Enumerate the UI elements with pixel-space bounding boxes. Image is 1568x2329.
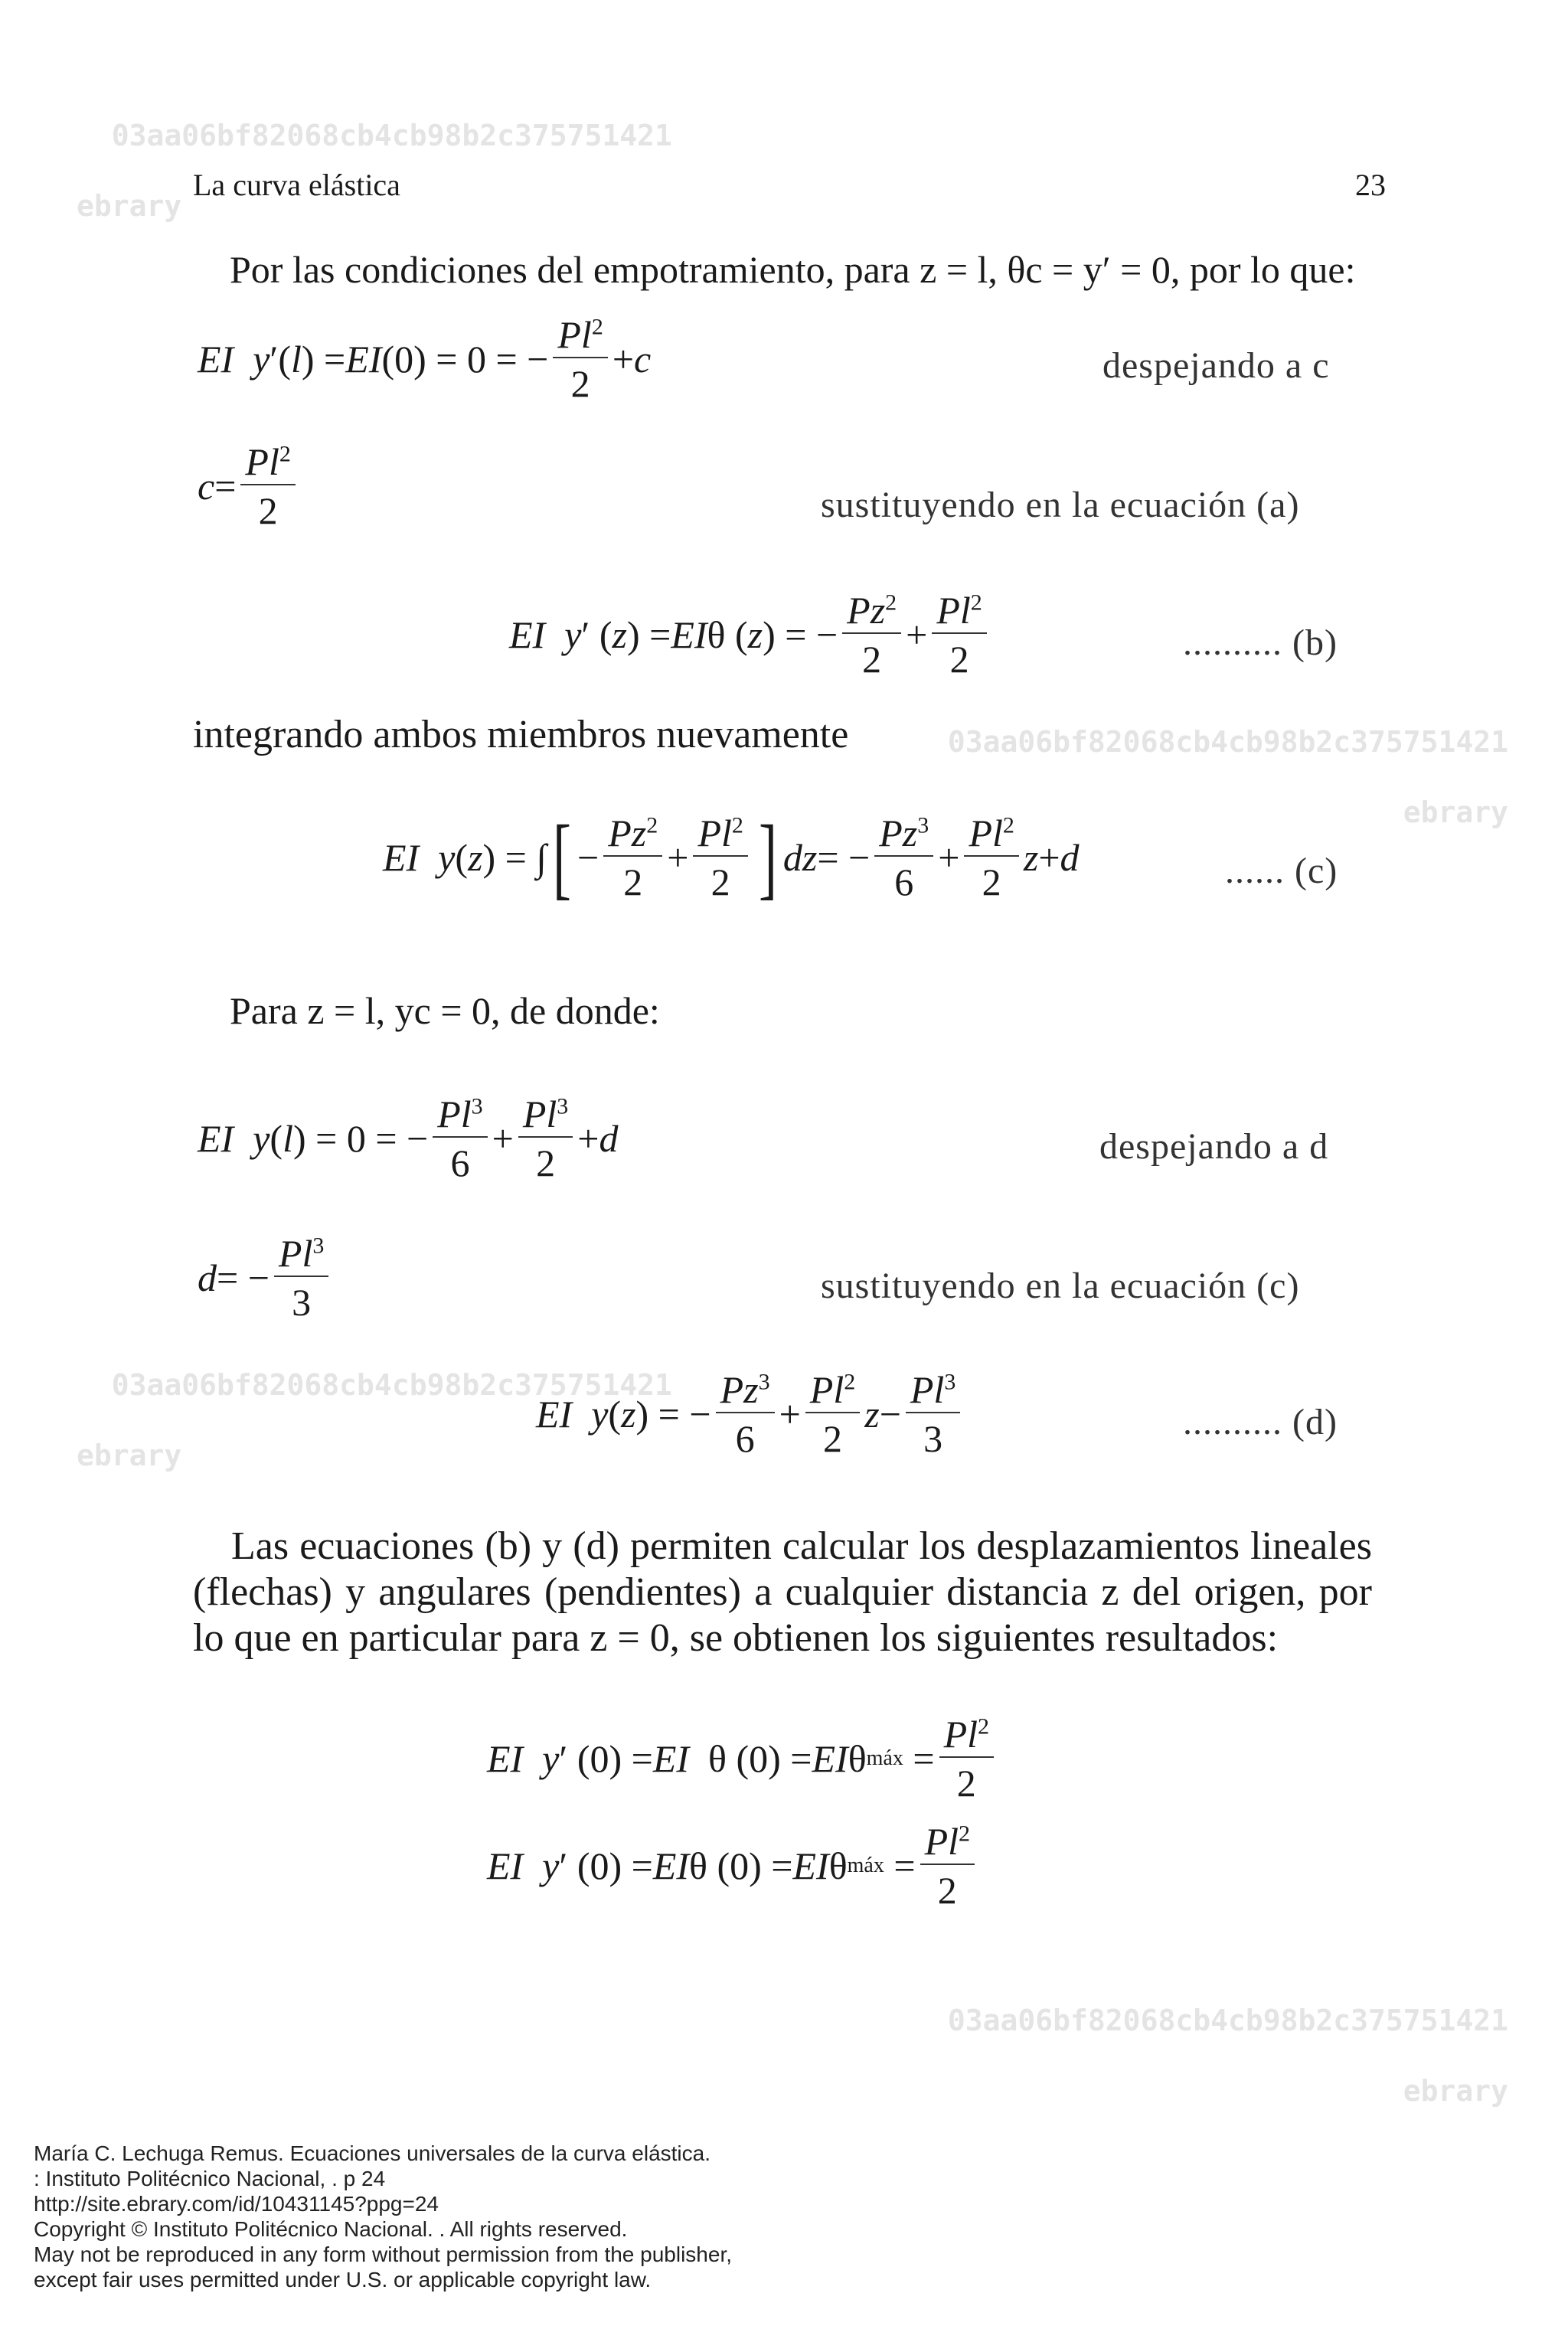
para-line: Para z = l, yc = 0, de donde: [230, 989, 660, 1032]
footer-line-3: http://site.ebrary.com/id/10431145?ppg=24 [34, 2192, 439, 2216]
watermark-bottom-right [835, 1968, 1508, 2144]
label-despejando-d: despejando a d [1099, 1126, 1329, 1167]
watermark-hash: 03aa06bf82068cb4cb98b2c375751421 [111, 119, 672, 152]
equation-deflection-at-l: EI y ( l ) = 0 = − $\frac{Pl^3}{6}$ + $\frac{Pl^3}{2}$ + d [198, 1093, 619, 1184]
footer-line-5: May not be reproduced in any form without permission from the publisher, [34, 2242, 733, 2266]
equation-c-value: c = $\frac{Pl^2}{2}$ [198, 443, 300, 530]
page-number: 23 [1355, 168, 1386, 202]
watermark-hash: 03aa06bf82068cb4cb98b2c375751421 [947, 2004, 1508, 2037]
label-eq-b: .......... (b) [1183, 622, 1338, 663]
footer-line-6: except fair uses permitted under U.S. or applicable copyright law. [34, 2268, 652, 2291]
citation-footer [34, 2141, 952, 2292]
equation-d-value: d = − $\frac{Pl^3}{3}$ [198, 1234, 333, 1321]
intro-line: Por las condiciones del empotramiento, para z = l, θc = y′ = 0, por lo que: [230, 248, 1356, 291]
footer-line-4: Copyright © Instituto Politécnico Nacional. . All rights reserved. [34, 2217, 628, 2241]
label-sustituyendo-a: sustituyendo en la ecuación (a) [821, 485, 1300, 525]
watermark-brand: ebrary [77, 1439, 182, 1472]
watermark-hash: 03aa06bf82068cb4cb98b2c375751421 [947, 725, 1508, 759]
watermark-hash: 03aa06bf82068cb4cb98b2c375751421 [111, 1368, 672, 1402]
result-equation-2: EI y ′ (0) = EI θ (0) = EI θ máx = $\frac{Pl^2}{2}$ [487, 1822, 979, 1909]
watermark-brand: ebrary [77, 189, 182, 223]
equation-slope-at-l: EI y ′( l ) = EI (0) = 0 = − $\frac{Pl^2}{2}$ + c [198, 313, 652, 405]
footer-line-1: María C. Lechuga Remus. Ecuaciones universales de la curva elástica. [34, 2141, 710, 2165]
running-header-title: La curva elástica [193, 168, 400, 202]
watermark-brand: ebrary [1403, 2074, 1508, 2108]
integrating-line: integrando ambos miembros nuevamente [193, 713, 849, 756]
equation-c: EI y ( z ) = ∫ [ − $\frac{Pz^2}{2}$ + $\frac{Pl^2}{2}$ ] dz = − $\frac{Pz^3}{6}$ + $\frac{Pl^2}{2}$ z + d [383, 806, 1080, 908]
equation-d: EI y ( z ) = − $\frac{Pz^3}{6}$ + $\frac{Pl^2}{2}$ z − $\frac{Pl^3}{3}$ [536, 1370, 965, 1458]
label-sustituyendo-c: sustituyendo en la ecuación (c) [821, 1266, 1300, 1306]
conclusion-paragraph: Las ecuaciones (b) y (d) permiten calcular los desplazamientos lineales (flechas) y angulares (pendientes) a cualquier distancia z del origen, por lo que en particular para z = 0, se obtienen los siguientes resultados: [193, 1524, 1372, 1660]
label-eq-c: ...... (c) [1225, 851, 1338, 891]
footer-line-2: : Instituto Politécnico Nacional, . p 24 [34, 2167, 386, 2190]
watermark-brand: ebrary [1403, 795, 1508, 829]
result-equation-1: EI y ′ (0) = EI θ (0) = EI θ máx = $\frac{Pl^2}{2}$ [487, 1715, 998, 1802]
label-eq-d: .......... (d) [1183, 1402, 1338, 1442]
equation-b: EI y ′ ( z ) = EI θ ( z ) = − $\frac{Pz^2}{2}$ + $\frac{Pl^2}{2}$ [509, 591, 991, 678]
label-despejando-c: despejando a c [1102, 345, 1330, 386]
